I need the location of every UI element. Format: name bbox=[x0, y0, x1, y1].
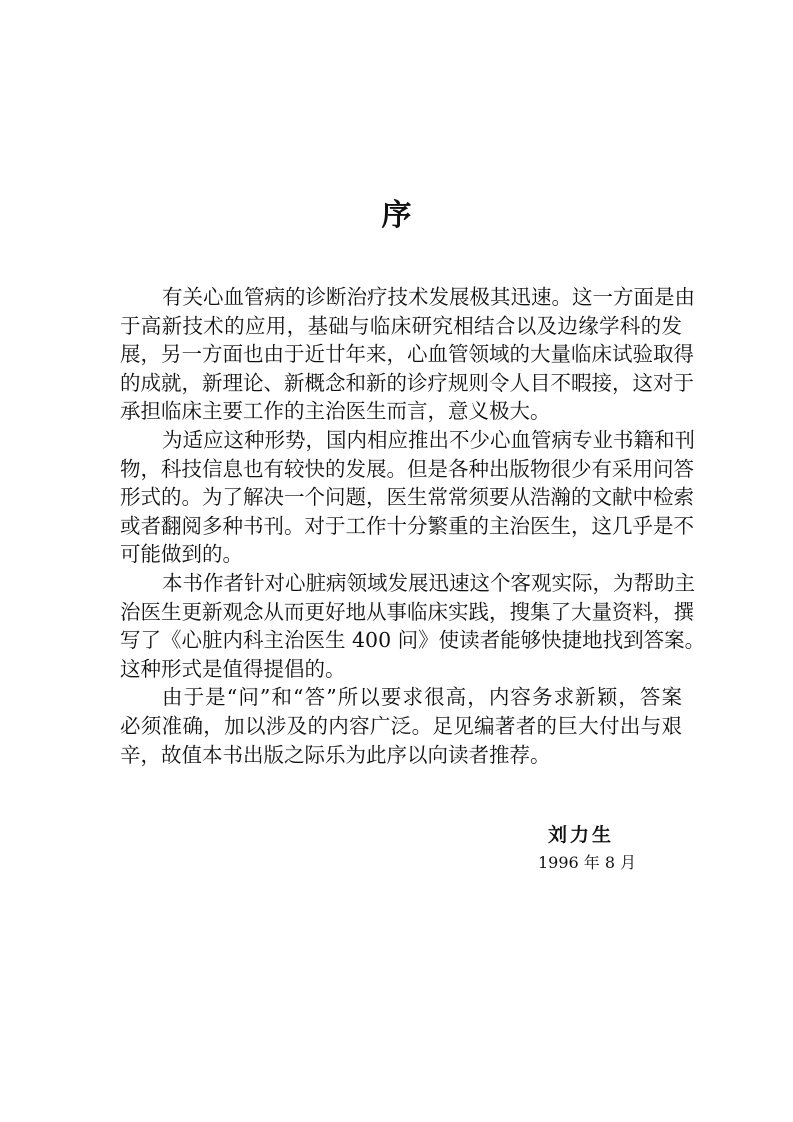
text-line: 或者翻阅多种书刊。对于工作十分繁重的主治医生，这几乎是不 bbox=[120, 513, 694, 538]
text-line: 由于是“问”和“答”所以要求很高，内容务求新颖，答案 bbox=[162, 685, 682, 710]
text-line: 必须准确，加以涉及的内容广泛。足见编著者的巨大付出与艰 bbox=[120, 713, 682, 738]
text-line: 可能做到的。 bbox=[120, 542, 243, 567]
text-line: 辛，故值本书出版之际乐为此序以向读者推荐。 bbox=[120, 742, 551, 767]
text-line: 承担临床主要工作的主治医生而言，意义极大。 bbox=[120, 399, 551, 424]
paragraph bbox=[120, 683, 682, 769]
author-signature: 刘力生 bbox=[548, 824, 615, 846]
text-line: 于高新技术的应用，基础与临床研究相结合以及边缘学科的发 bbox=[120, 313, 682, 338]
text-line: 本书作者针对心脏病领域发展迅速这个客观实际，为帮助主 bbox=[162, 570, 695, 595]
text-line: 治医生更新观念从而更好地从事临床实践，搜集了大量资料，撰 bbox=[120, 599, 694, 624]
text-line: 展，另一方面也由于近廿年来，心血管领域的大量临床试验取得 bbox=[120, 342, 694, 367]
paragraph bbox=[120, 569, 706, 683]
text-line: 的成就，新理论、新概念和新的诊疗规则令人目不暇接，这对于 bbox=[120, 370, 694, 395]
text-line: 有关心血管病的诊断治疗技术发展极其迅速。这一方面是由 bbox=[162, 285, 695, 309]
paragraph bbox=[120, 426, 695, 569]
page-title: 序 bbox=[381, 198, 412, 233]
date: 1996 年 8 月 bbox=[538, 853, 637, 872]
text-line: 物，科技信息也有较快的发展。但是各种出版物很少有采用问答 bbox=[120, 456, 694, 481]
preface-body bbox=[120, 283, 706, 769]
text-line: 这种形式是值得提倡的。 bbox=[120, 656, 346, 681]
paragraph bbox=[120, 283, 695, 426]
text-line: 写了《心脏内科主治医生 400 问》使读者能够快捷地找到答案。 bbox=[120, 628, 706, 653]
text-line: 为适应这种形势，国内相应推出不少心血管病专业书籍和刊 bbox=[162, 427, 695, 452]
text-line: 形式的。为了解决一个问题，医生常常须要从浩瀚的文献中检索 bbox=[120, 485, 694, 510]
